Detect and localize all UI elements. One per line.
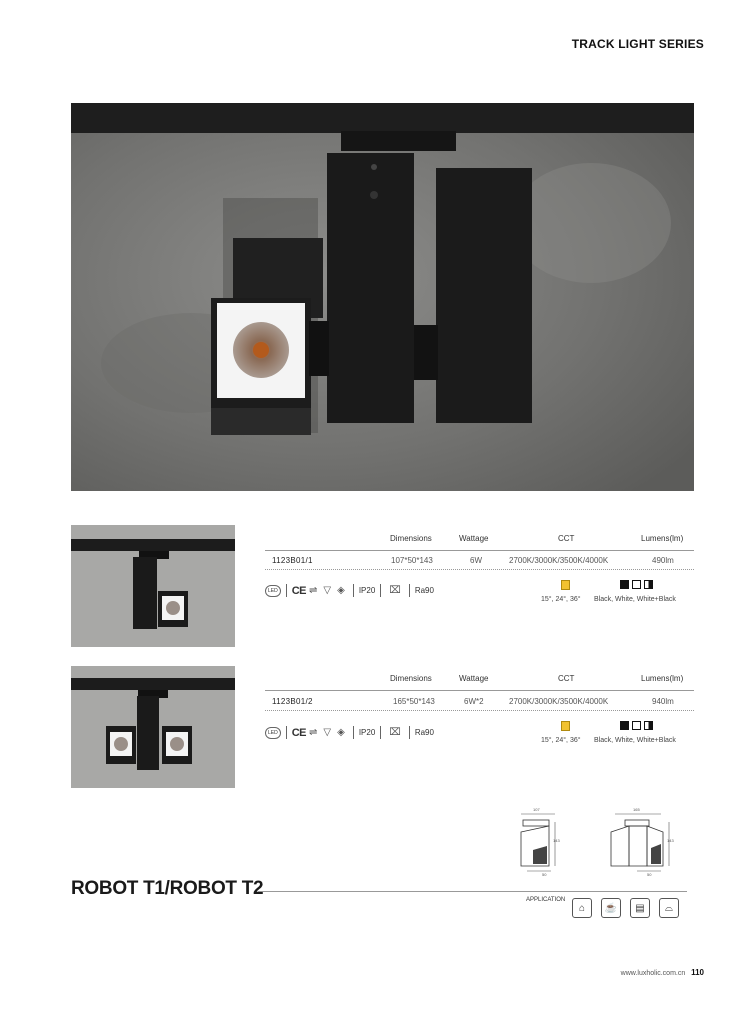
drawing-illustration [515, 808, 560, 878]
beam-angle-icon [561, 721, 570, 731]
product-dimensions: 165*50*143 [393, 697, 435, 706]
hero-product-photo [71, 103, 694, 491]
f-mark-icon: ▽ [323, 585, 332, 596]
safety-icon: ◈ [337, 727, 345, 738]
finish-white-swatch [632, 580, 641, 589]
bag-icon: ⌓ [659, 898, 679, 918]
website: www.luxholic.com.cn [620, 970, 686, 977]
finish-black-swatch [620, 580, 629, 589]
header-wattage: Wattage [459, 534, 489, 543]
product-code: 1123B01/2 [272, 697, 313, 706]
page-footer [621, 968, 704, 977]
application-label: APPLICATION [526, 897, 566, 903]
drawing-depth: 50 [647, 872, 652, 877]
dimmable-icon: ⇌ [309, 585, 318, 596]
thumbnail-illustration [71, 666, 235, 788]
product-lumens: 490lm [652, 556, 674, 565]
certifications-row [265, 584, 434, 597]
shop-icon: ▤ [630, 898, 650, 918]
home-icon: ⌂ [572, 898, 592, 918]
beam-angles: 15°, 24°, 36° [541, 596, 581, 603]
thumbnail-illustration [71, 525, 235, 647]
application-icons [572, 898, 679, 918]
finish-black-swatch [620, 721, 629, 730]
drawing-width: 107 [533, 807, 540, 812]
weee-icon: ⌧ [389, 585, 401, 596]
certifications-row [265, 726, 434, 739]
product-wattage: 6W*2 [464, 697, 484, 706]
product-dimensions: 107*50*143 [391, 556, 433, 565]
dimension-drawing-t2 [607, 808, 677, 878]
beam-angle-icon [561, 580, 570, 590]
dimension-drawing-t1 [515, 808, 560, 878]
weee-icon: ⌧ [389, 727, 401, 738]
product-cct: 2700K/3000K/3500K/4000K [509, 697, 609, 706]
ce-mark: CE [291, 584, 307, 597]
finish-white-swatch [632, 721, 641, 730]
header-dimensions: Dimensions [390, 534, 432, 543]
ra-rating: Ra90 [414, 728, 434, 737]
header-cct: CCT [558, 674, 575, 683]
finish-white-black-swatch [644, 721, 653, 730]
product-code: 1123B01/1 [272, 556, 313, 565]
cafe-icon: ☕ [601, 898, 621, 918]
led-badge: LED [265, 727, 281, 739]
led-badge: LED [265, 585, 281, 597]
page-number: 110 [691, 968, 704, 977]
dimmable-icon: ⇌ [309, 727, 318, 738]
product-thumbnail-t1 [71, 525, 235, 647]
safety-icon: ◈ [337, 585, 345, 596]
finish-swatches [620, 721, 653, 730]
header-cct: CCT [558, 534, 575, 543]
product-wattage: 6W [470, 556, 482, 565]
finish-options: Black, White, White+Black [594, 596, 676, 603]
product-cct: 2700K/3000K/3500K/4000K [509, 556, 609, 565]
table-rule [265, 550, 694, 551]
table-dotted-rule [265, 710, 694, 711]
header-lumens: Lumens(lm) [641, 534, 684, 543]
ip-rating: IP20 [358, 586, 376, 595]
finish-swatches [620, 580, 653, 589]
hero-illustration [71, 103, 694, 491]
drawing-height: 143 [667, 838, 674, 843]
table-rule [265, 690, 694, 691]
ra-rating: Ra90 [414, 586, 434, 595]
table-dotted-rule [265, 569, 694, 570]
title-rule [258, 891, 687, 892]
finish-options: Black, White, White+Black [594, 737, 676, 744]
header-lumens: Lumens(lm) [641, 674, 684, 683]
ip-rating: IP20 [358, 728, 376, 737]
series-title: TRACK LIGHT SERIES [571, 37, 704, 51]
ce-mark: CE [291, 726, 307, 739]
f-mark-icon: ▽ [323, 727, 332, 738]
finish-white-black-swatch [644, 580, 653, 589]
product-lumens: 940lm [652, 697, 674, 706]
drawing-height: 143 [553, 838, 560, 843]
product-thumbnail-t2 [71, 666, 235, 788]
drawing-depth: 50 [542, 872, 547, 877]
drawing-width: 165 [633, 807, 640, 812]
drawing-illustration [607, 808, 677, 878]
header-dimensions: Dimensions [390, 674, 432, 683]
beam-angles: 15°, 24°, 36° [541, 737, 581, 744]
header-wattage: Wattage [459, 674, 489, 683]
product-title: ROBOT T1/ROBOT T2 [71, 878, 264, 899]
